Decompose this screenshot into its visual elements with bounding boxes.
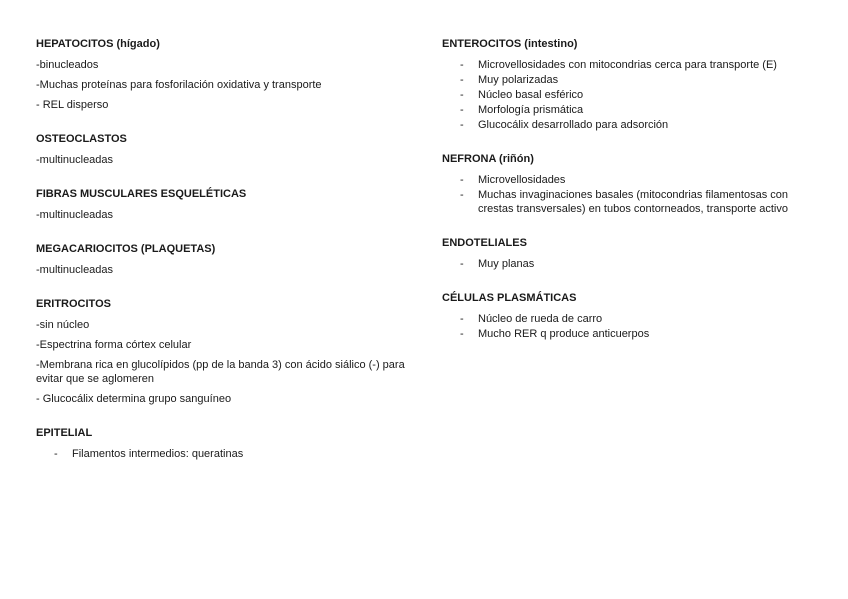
section-heading: ENTEROCITOS (intestino) bbox=[442, 38, 578, 50]
section-celulas-plasmaticas bbox=[442, 291, 822, 341]
section-fibras-musculares bbox=[36, 187, 416, 222]
text-line: -binucleados bbox=[36, 59, 99, 71]
section-heading: NEFRONA (riñón) bbox=[442, 153, 534, 165]
list-item: - Microvellosidades bbox=[442, 173, 822, 187]
section-heading: HEPATOCITOS (hígado) bbox=[36, 38, 160, 50]
section-heading: CÉLULAS PLASMÁTICAS bbox=[442, 292, 577, 304]
bullet-list bbox=[442, 173, 822, 216]
section-megacariocitos bbox=[36, 242, 416, 277]
bullet-list bbox=[36, 447, 416, 461]
list-item: - Núcleo de rueda de carro bbox=[442, 312, 822, 326]
bullet-list bbox=[442, 58, 822, 132]
left-column bbox=[36, 37, 416, 481]
text-line: - Glucocálix determina grupo sanguíneo bbox=[36, 393, 232, 405]
text-line: -multinucleadas bbox=[36, 209, 114, 221]
text-line: -Muchas proteínas para fosforilación oxidativa y transporte bbox=[36, 79, 322, 91]
section-heading: ENDOTELIALES bbox=[442, 237, 527, 249]
list-item: - Muchas invaginaciones basales (mitocondrias filamentosas con crestas transversales) en tubos contorneados, transporte activo bbox=[442, 188, 822, 216]
section-heading: EPITELIAL bbox=[36, 427, 93, 439]
section-heading: OSTEOCLASTOS bbox=[36, 133, 127, 145]
text-line: -multinucleadas bbox=[36, 264, 114, 276]
section-heading: MEGACARIOCITOS (PLAQUETAS) bbox=[36, 243, 216, 255]
section-heading: FIBRAS MUSCULARES ESQUELÉTICAS bbox=[36, 188, 247, 200]
section-eritrocitos bbox=[36, 297, 416, 406]
list-item: - Microvellosidades con mitocondrias cerca para transporte (E) bbox=[442, 58, 822, 72]
section-enterocitos bbox=[442, 37, 822, 132]
bullet-list bbox=[442, 312, 822, 341]
section-nefrona bbox=[442, 152, 822, 216]
right-column bbox=[442, 37, 822, 361]
list-item: - Muy planas bbox=[442, 257, 822, 271]
text-line: -Membrana rica en glucolípidos (pp de la banda 3) con ácido siálico (-) para evitar que se aglomeren bbox=[36, 359, 405, 385]
list-item: - Núcleo basal esférico bbox=[442, 88, 822, 102]
text-line: -multinucleadas bbox=[36, 154, 114, 166]
section-endoteliales bbox=[442, 236, 822, 271]
list-item: - Filamentos intermedios: queratinas bbox=[36, 447, 416, 461]
bullet-list bbox=[442, 257, 822, 271]
text-line: - REL disperso bbox=[36, 99, 109, 111]
section-epitelial bbox=[36, 426, 416, 461]
list-item: - Morfología prismática bbox=[442, 103, 822, 117]
section-hepatocitos bbox=[36, 37, 416, 112]
section-osteoclastos bbox=[36, 132, 416, 167]
list-item: - Glucocálix desarrollado para adsorción bbox=[442, 118, 822, 132]
text-line: -sin núcleo bbox=[36, 319, 90, 331]
section-heading: ERITROCITOS bbox=[36, 298, 111, 310]
list-item: - Muy polarizadas bbox=[442, 73, 822, 87]
list-item: - Mucho RER q produce anticuerpos bbox=[442, 327, 822, 341]
text-line: -Espectrina forma córtex celular bbox=[36, 339, 192, 351]
